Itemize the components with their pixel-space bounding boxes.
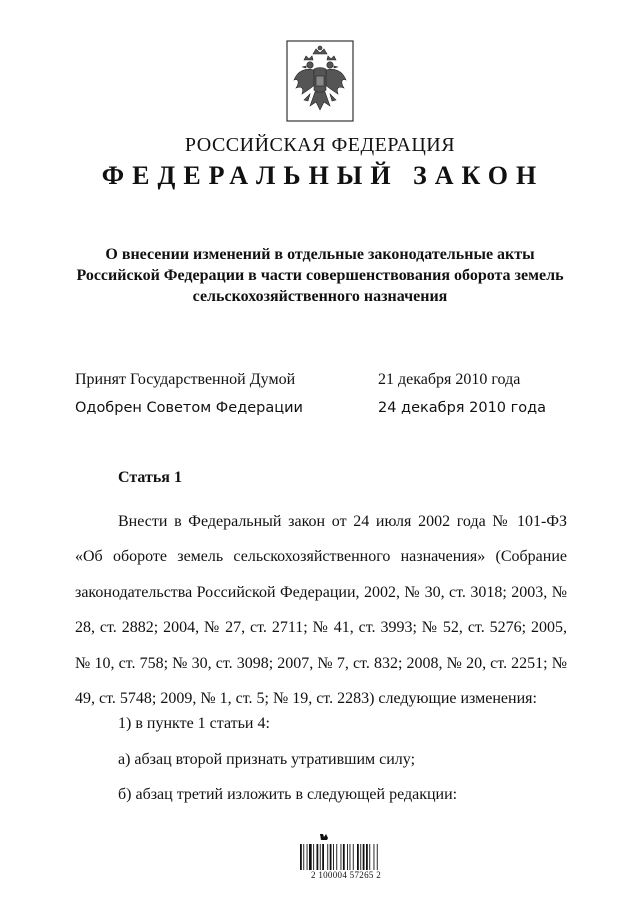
law-title-line: Российской Федерации в части совершенствования оборота земель: [76, 267, 564, 284]
adoption-body: Одобрен Советом Федерации: [75, 400, 303, 416]
barcode-bar: [353, 844, 354, 870]
barcode-bar: [360, 844, 361, 870]
barcode-bar: [336, 844, 337, 870]
barcode-bar: [303, 844, 304, 870]
adoption-date: 21 декабря 2010 года: [378, 371, 521, 388]
barcode-bar: [333, 844, 334, 870]
law-title: [60, 244, 580, 307]
barcode-bar: [327, 844, 328, 870]
document-type: ФЕДЕРАЛЬНЫЙ ЗАКОН: [101, 161, 545, 190]
adoption-body: Принят Государственной Думой: [75, 371, 296, 388]
barcode-bar: [300, 844, 302, 870]
barcode-bar: [366, 844, 368, 870]
barcode-number: 2 100004 57265 2: [310, 870, 382, 880]
article-item: а) абзац второй признать утратившим силу;: [118, 751, 416, 768]
barcode-bar: [357, 844, 359, 870]
article-intro-paragraph: Внести в Федеральный закон от 24 июля 2002 года № 101-ФЗ «Об обороте земель сельскохозяйственного назначения» (Собрание законодательства Российской Федерации, 2002, № 30, ст. 3018; 2003, № 28, ст. 2882; 2004, № 27, ст. 2711; № 41, ст. 3993; № 52, ст. 5276; 2005, № 10, ст. 758; № 30, ст. 3098; 2007, № 7, ст. 832; 2008, № 20, ст. 2251; № 49, ст. 5748; 2009, № 1, ст. 5; № 19, ст. 2283) следующие изменения:: [75, 513, 567, 708]
adoption-federation-council-row: [75, 400, 595, 422]
country-name: РОССИЙСКАЯ ФЕДЕРАЦИЯ: [184, 134, 456, 156]
barcode-bar: [307, 844, 308, 870]
barcode-bar: [363, 844, 365, 870]
article-item: б) абзац третий изложить в следующей редакции:: [118, 786, 458, 803]
barcode-bar: [309, 844, 312, 870]
article-item: 1) в пункте 1 статьи 4:: [118, 715, 270, 732]
barcode-bar: [350, 844, 351, 870]
barcode-bar: [369, 844, 370, 870]
barcode-bar: [330, 844, 332, 870]
barcode-bar: [343, 844, 345, 870]
barcode-bar: [317, 844, 319, 870]
state-emblem-icon: [286, 40, 354, 122]
law-title-line: сельскохозяйственного назначения: [192, 288, 448, 305]
article-heading: Статья 1: [118, 469, 182, 486]
barcode-bar: [313, 844, 314, 870]
barcode-bar: [341, 844, 342, 870]
barcode-mark: [320, 834, 328, 840]
adoption-date: 24 декабря 2010 года: [378, 400, 547, 416]
barcode-bar: [320, 844, 321, 870]
adoption-duma-row: [75, 371, 595, 393]
law-title-line: О внесении изменений в отдельные законодательные акты: [105, 246, 535, 263]
barcode-bar: [377, 844, 378, 870]
barcode-bar: [322, 844, 324, 870]
barcode-bars: [300, 844, 378, 870]
barcode-bar: [347, 844, 348, 870]
barcode-bar: [374, 844, 375, 870]
